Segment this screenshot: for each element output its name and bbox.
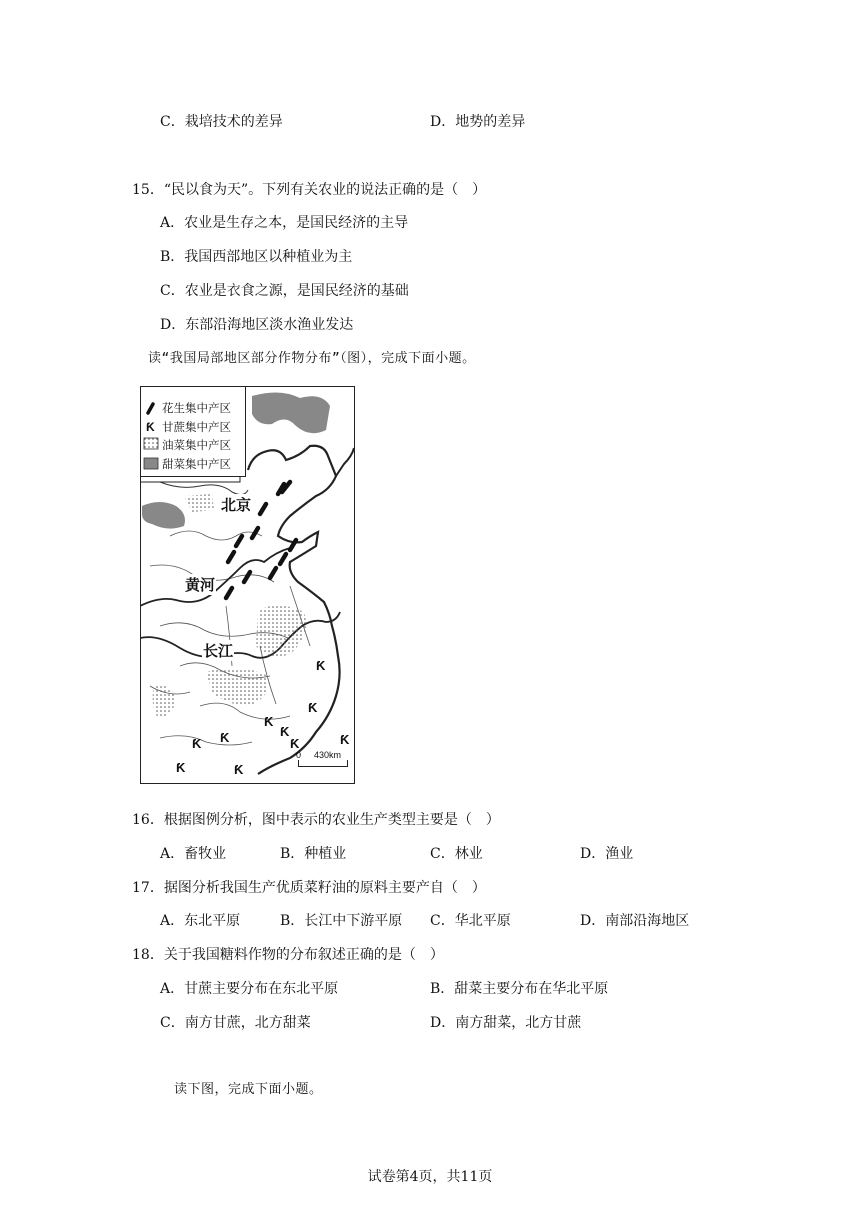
legend-sugarbeet-label: 甜菜集中产区 xyxy=(162,457,231,471)
svg-text:Ƙ: Ƙ xyxy=(176,760,186,775)
q16-option-a: A．畜牧业 xyxy=(160,846,227,862)
next-figure-intro: 读下图，完成下面小题。 xyxy=(174,1082,323,1097)
q18-option-d: D．南方甜菜，北方甘蔗 xyxy=(430,1015,582,1031)
q17-option-c: C．华北平原 xyxy=(430,913,511,929)
svg-text:Ƙ: Ƙ xyxy=(234,762,244,777)
svg-text:Ƙ: Ƙ xyxy=(340,732,350,747)
option-d: D．地势的差异 xyxy=(430,114,526,130)
svg-text:Ƙ: Ƙ xyxy=(308,700,318,715)
scale-distance: 430km xyxy=(314,750,342,760)
beijing-label: 北京 xyxy=(221,496,252,514)
yellow-river-label: 黄河 xyxy=(185,576,216,594)
legend-peanut-label: 花生集中产区 xyxy=(162,401,231,415)
question-18-stem: 18．关于我国糖料作物的分布叙述正确的是（ ） xyxy=(132,947,444,963)
q16-option-b: B．种植业 xyxy=(280,846,347,862)
scale-bar xyxy=(296,750,348,774)
q16-option-d: D．渔业 xyxy=(580,846,634,862)
svg-text:Ƙ: Ƙ xyxy=(264,714,274,729)
q15-option-c: C．农业是衣食之源，是国民经济的基础 xyxy=(160,283,409,299)
svg-text:Ƙ: Ƙ xyxy=(316,658,326,673)
q15-option-d: D．东部沿海地区淡水渔业发达 xyxy=(160,317,354,333)
q17-option-a: A．东北平原 xyxy=(160,913,241,929)
svg-text:Ƙ: Ƙ xyxy=(290,736,300,751)
svg-text:Ƙ: Ƙ xyxy=(220,730,230,745)
question-17-stem: 17．据图分析我国生产优质菜籽油的原料主要产自（ ） xyxy=(132,880,486,896)
svg-text:Ƙ: Ƙ xyxy=(192,736,202,751)
legend-sugarcane-label: 甘蔗集中产区 xyxy=(162,420,231,434)
q18-option-c: C．南方甘蔗，北方甜菜 xyxy=(160,1015,311,1031)
option-c: C．栽培技术的差异 xyxy=(160,114,283,130)
question-16-stem: 16．根据图例分析，图中表示的农业生产类型主要是（ ） xyxy=(132,812,500,828)
page-footer: 试卷第4页，共11页 xyxy=(367,1169,493,1185)
q18-option-b: B．甜菜主要分布在华北平原 xyxy=(430,981,609,997)
legend-rapeseed-label: 油菜集中产区 xyxy=(162,438,231,452)
sugarcane-icon: Ƙ xyxy=(146,420,155,434)
crop-distribution-map xyxy=(140,386,355,784)
question-15-stem: 15．“民以食为天”。下列有关农业的说法正确的是（ ） xyxy=(132,182,487,198)
yangtze-label: 长江 xyxy=(203,642,234,660)
q15-option-a: A．农业是生存之本，是国民经济的主导 xyxy=(160,215,409,231)
q15-option-b: B．我国西部地区以种植业为主 xyxy=(160,249,353,265)
q17-option-d: D．南部沿海地区 xyxy=(580,913,690,929)
scale-zero: 0 xyxy=(296,750,302,760)
q17-option-b: B．长江中下游平原 xyxy=(280,913,403,929)
q18-option-a: A．甘蔗主要分布在东北平原 xyxy=(160,981,339,997)
svg-text:Ƙ: Ƙ xyxy=(280,724,290,739)
q16-option-c: C．林业 xyxy=(430,846,483,862)
sugarbeet-icon xyxy=(144,458,158,469)
rapeseed-icon xyxy=(144,438,158,449)
map-intro-text: 读“我国局部地区部分作物分布”（图），完成下面小题。 xyxy=(148,351,476,366)
